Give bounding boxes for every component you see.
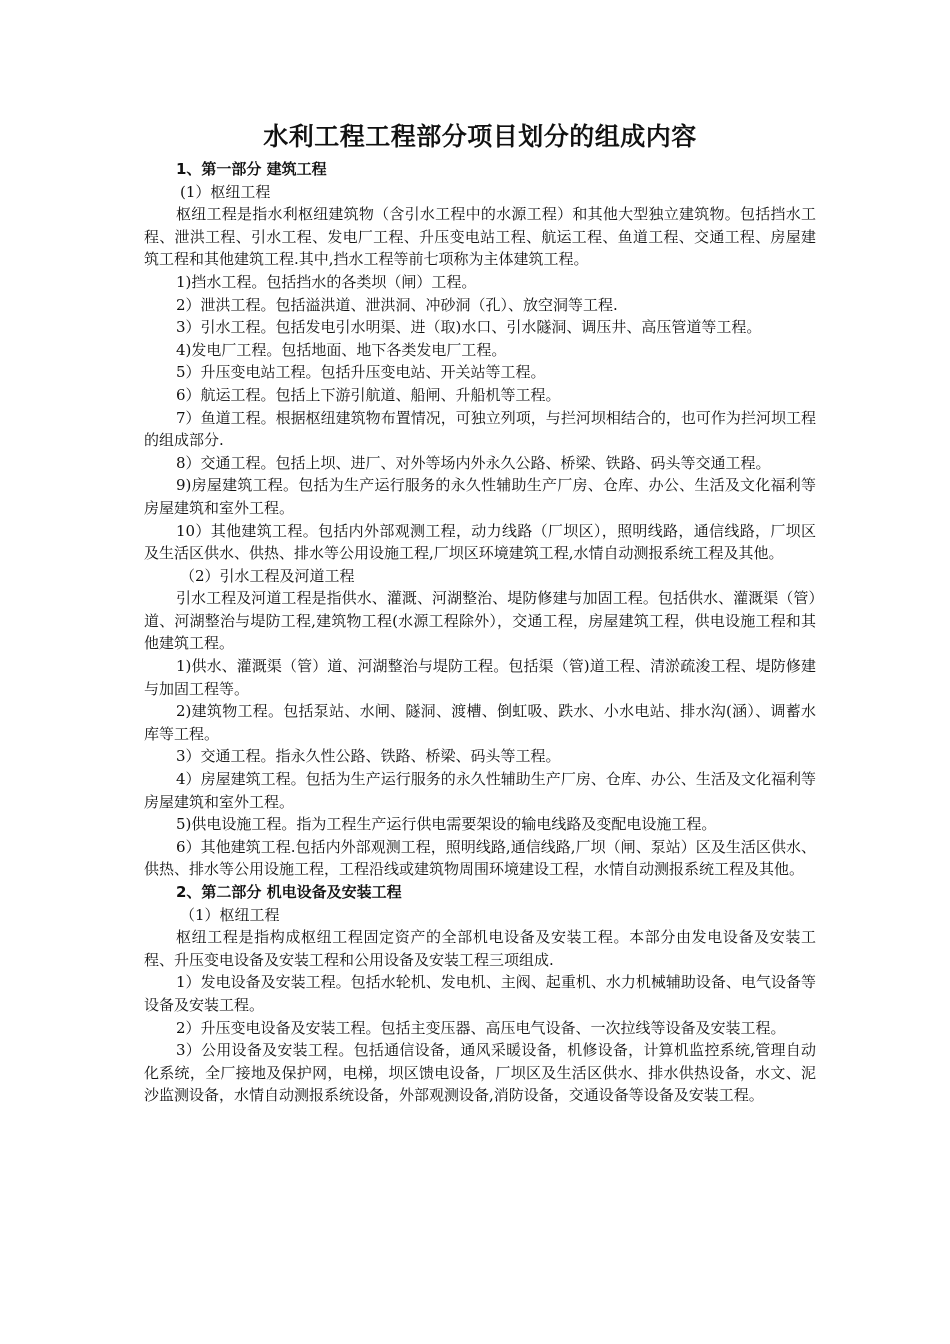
paragraph: 1)供水、灌溉渠（管）道、河湖整治与堤防工程。包括渠（管)道工程、清淤疏浚工程、堤防修建与加固工程等。	[144, 657, 816, 698]
paragraph: 3）引水工程。包括发电引水明渠、进（取)水口、引水隧洞、调压井、高压管道等工程。	[176, 318, 762, 337]
document-title: 水利工程工程部分项目划分的组成内容	[263, 122, 697, 151]
paragraph: 2）泄洪工程。包括溢洪道、泄洪洞、冲砂洞（孔）、放空洞等工程.	[176, 295, 618, 314]
document-body	[144, 158, 816, 1107]
paragraph: 5)供电设施工程。指为工程生产运行供电需要架设的输电线路及变配电设施工程。	[176, 815, 717, 834]
paragraph: 8）交通工程。包括上坝、进厂、对外等场内外永久公路、桥梁、铁路、码头等交通工程。	[176, 453, 771, 472]
paragraph: 9)房屋建筑工程。包括为生产运行服务的永久性辅助生产厂房、仓库、办公、生活及文化福利等房屋建筑和室外工程。	[144, 476, 816, 517]
paragraph: 枢纽工程是指水利枢纽建筑物（含引水工程中的水源工程）和其他大型独立建筑物。包括挡水工程、泄洪工程、引水工程、发电厂工程、升压变电站工程、航运工程、鱼道工程、交通工程、房屋建筑工程和其他建筑工程.其中,挡水工程等前七项称为主体建筑工程。	[144, 205, 816, 269]
paragraph: 3）交通工程。指永久性公路、铁路、桥梁、码头等工程。	[176, 747, 561, 766]
paragraph: 6）航运工程。包括上下游引航道、船闸、升船机等工程。	[176, 385, 561, 404]
paragraph: 2）升压变电设备及安装工程。包括主变压器、高压电气设备、一次拉线等设备及安装工程。	[176, 1018, 786, 1037]
section-heading: 1、第一部分 建筑工程	[176, 160, 327, 178]
paragraph: 1)挡水工程。包括挡水的各类坝（闸）工程。	[176, 272, 477, 291]
subsection-heading: （2）引水工程及河道工程	[180, 566, 355, 585]
section-heading: 2、第二部分 机电设备及安装工程	[176, 883, 402, 901]
paragraph: 枢纽工程是指构成枢纽工程固定资产的全部机电设备及安装工程。本部分由发电设备及安装工程、升压变电设备及安装工程和公用设备及安装工程三项组成.	[144, 928, 816, 969]
subsection-heading: (1）枢纽工程	[180, 182, 271, 201]
subsection-heading: （1）枢纽工程	[180, 905, 280, 924]
paragraph: 1）发电设备及安装工程。包括水轮机、发电机、主阀、起重机、水力机械辅助设备、电气设备等设备及安装工程。	[144, 973, 816, 1014]
paragraph: 10）其他建筑工程。包括内外部观测工程，动力线路（厂坝区），照明线路，通信线路，厂坝区及生活区供水、供热、排水等公用设施工程,厂坝区环境建筑工程,水情自动测报系统工程及其他。	[144, 521, 816, 563]
paragraph: 6）其他建筑工程.包括内外部观测工程，照明线路,通信线路,厂坝（闸、泵站）区及生活区供水、供热、排水等公用设施工程，工程沿线或建筑物周围环境建设工程，水情自动测报系统工程及其他。	[144, 837, 816, 879]
document-page	[144, 118, 816, 1107]
paragraph: 5）升压变电站工程。包括升压变电站、开关站等工程。	[176, 363, 546, 382]
paragraph: 4）房屋建筑工程。包括为生产运行服务的永久性辅助生产厂房、仓库、办公、生活及文化福利等房屋建筑和室外工程。	[144, 770, 816, 811]
paragraph: 7）鱼道工程。根据枢纽建筑物布置情况，可独立列项，与拦河坝相结合的，也可作为拦河坝工程的组成部分.	[144, 408, 816, 450]
paragraph: 3）公用设备及安装工程。包括通信设备，通风采暖设备，机修设备，计算机监控系统,管理自动化系统，全厂接地及保护网，电梯，坝区馈电设备，厂坝区及生活区供水、排水供热设备，水文、泥沙监测设备，水情自动测报系统设备，外部观测设备,消防设备，交通设备等设备及安装工程。	[144, 1041, 816, 1105]
paragraph: 2)建筑物工程。包括泵站、水闸、隧洞、渡槽、倒虹吸、跌水、小水电站、排水沟(涵）、调蓄水库等工程。	[144, 702, 816, 743]
paragraph: 引水工程及河道工程是指供水、灌溉、河湖整治、堤防修建与加固工程。包括供水、灌溉渠（管）道、河湖整治与堤防工程,建筑物工程(水源工程除外），交通工程，房屋建筑工程，供电设施工程和其他建筑工程。	[144, 589, 816, 653]
paragraph: 4)发电厂工程。包括地面、地下各类发电厂工程。	[176, 340, 507, 359]
